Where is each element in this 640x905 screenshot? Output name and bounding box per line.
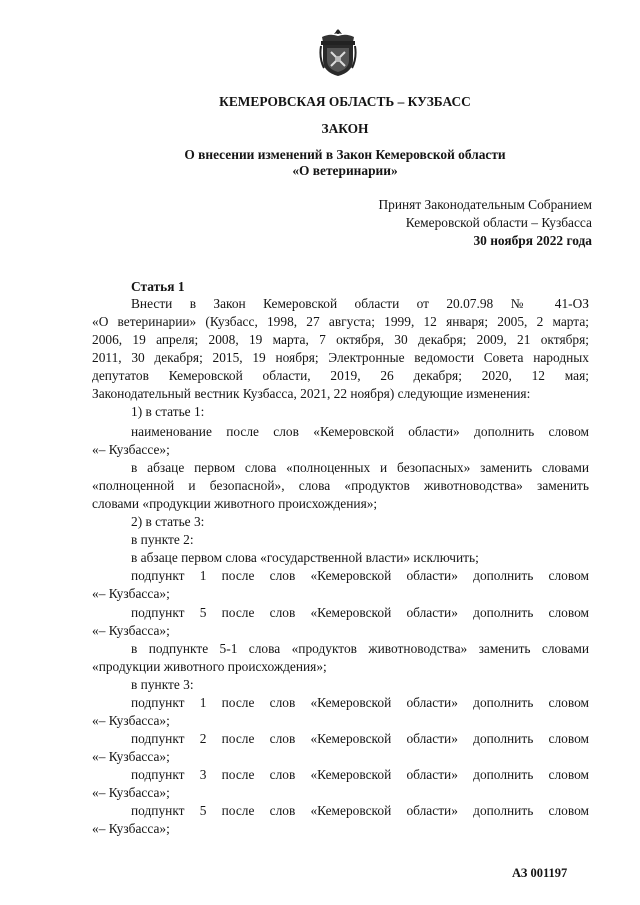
body-line: 2) в статье 3: — [131, 514, 205, 529]
body-line: «– Кузбасса»; — [92, 713, 170, 728]
body-line: наименование после слов «Кемеровской области» дополнить словом — [131, 424, 589, 439]
body-line: «– Кузбасса»; — [92, 785, 170, 800]
body-line: депутатов Кемеровской области, 2019, 26 декабря; 2020, 12 мая; — [92, 368, 589, 383]
body-line: 2011, 30 декабря; 2015, 19 ноября; Электронные ведомости Совета народных — [92, 350, 589, 365]
document-serial-number: АЗ 001197 — [512, 866, 568, 880]
body-line: в абзаце первом слова «полноценных и безопасных» заменить словами — [131, 460, 589, 475]
adoption-date: 30 ноября 2022 года — [473, 233, 592, 248]
body-line: подпункт 2 после слов «Кемеровской области» дополнить словом — [131, 731, 589, 746]
document-type: ЗАКОН — [321, 121, 369, 136]
adoption-line-1: Принят Законодательным Собранием — [378, 197, 592, 212]
body-line: 2006, 19 апреля; 2008, 19 марта, 7 октября, 30 декабря; 2009, 21 октября; — [92, 332, 589, 347]
adoption-line-2: Кемеровской области – Кузбасса — [405, 215, 592, 230]
body-line: подпункт 1 после слов «Кемеровской области» дополнить словом — [131, 695, 589, 710]
body-line: «– Кузбасса»; — [92, 623, 170, 638]
body-line: «продукции животного происхождения»; — [92, 659, 327, 674]
body-line: «О ветеринарии» (Кузбасс, 1998, 27 августа; 1999, 12 января; 2005, 2 марта; — [92, 314, 589, 329]
body-line: в пункте 2: — [131, 532, 194, 547]
kemerovo-coat-of-arms-icon — [318, 28, 358, 78]
body-line: в абзаце первом слова «государственной власти» исключить; — [131, 550, 479, 565]
body-line: в пункте 3: — [131, 677, 194, 692]
body-line: «– Кузбассе»; — [92, 442, 170, 457]
law-title-line-1: О внесении изменений в Закон Кемеровской области — [184, 147, 506, 162]
body-line: 1) в статье 1: — [131, 404, 205, 419]
body-line: Законодательный вестник Кузбасса, 2021, 22 ноября) следующие изменения: — [92, 386, 531, 401]
article-title: Статья 1 — [131, 279, 185, 294]
law-title-line-2: «О ветеринарии» — [292, 163, 398, 178]
body-line: Внести в Закон Кемеровской области от 20.07.98 № 41-ОЗ — [131, 296, 589, 311]
body-line: «– Кузбасса»; — [92, 749, 170, 764]
body-line: «– Кузбасса»; — [92, 821, 170, 836]
body-line: подпункт 5 после слов «Кемеровской области» дополнить словом — [131, 803, 589, 818]
body-line: «полноценной и безопасной», слова «продуктов животноводства» заменить — [92, 478, 589, 493]
body-line: подпункт 1 после слов «Кемеровской области» дополнить словом — [131, 568, 589, 583]
body-line: подпункт 3 после слов «Кемеровской области» дополнить словом — [131, 767, 589, 782]
body-line: словами «продукции животного происхождения»; — [92, 496, 378, 511]
body-line: подпункт 5 после слов «Кемеровской области» дополнить словом — [131, 605, 589, 620]
region-title: КЕМЕРОВСКАЯ ОБЛАСТЬ – КУЗБАСС — [219, 94, 471, 109]
body-line: в подпункте 5-1 слова «продуктов животноводства» заменить словами — [131, 641, 589, 656]
body-line: «– Кузбасса»; — [92, 586, 170, 601]
